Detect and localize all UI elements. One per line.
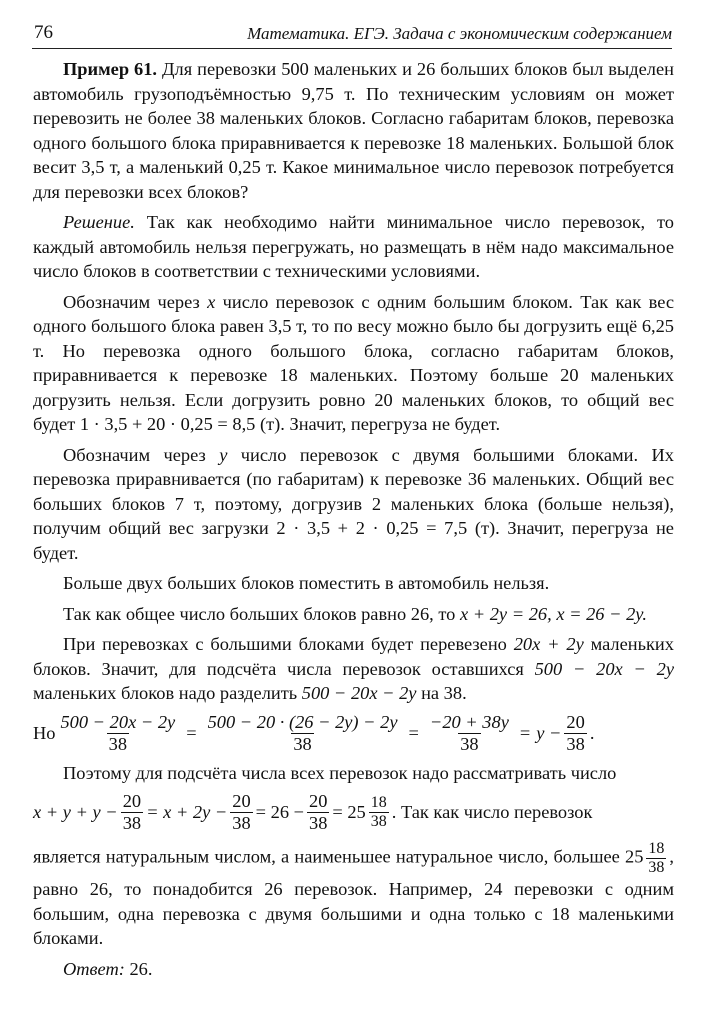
math-expr: 20x + 2y: [513, 634, 584, 654]
text: является натуральным числом, а наименьшее натуральное число, большее: [33, 846, 620, 867]
denominator: 38: [108, 733, 128, 754]
text: .: [589, 722, 595, 743]
running-header: [32, 22, 672, 49]
paragraph-small: [33, 632, 674, 706]
example-paragraph: [33, 57, 674, 204]
math-expr: 500 − 20x − 2y: [534, 658, 674, 679]
math-expr: 2 · 3,5 + 2 · 0,25 = 7,5: [276, 518, 468, 538]
numerator: 18: [648, 840, 665, 857]
text: число перевозок с двумя большими блоками. Их перевозка приравнивается (по габаритам) к перевозке 36 маленьких. Общий вес больших блоков 7 т, поэтому, догрузив 2 маленьких блока (больше нельзя), получим общий вес загрузки: [33, 444, 674, 538]
paragraph-more: Больше двух больших блоков поместить в автомобиль нельзя.: [63, 573, 550, 593]
denominator: 38: [566, 733, 585, 754]
text: Но: [33, 722, 56, 743]
mixed-number-whole: 25: [625, 846, 644, 867]
solution-label: Решение.: [63, 212, 135, 232]
equation-1: [33, 712, 674, 755]
math-expr: = 26 −: [255, 802, 304, 823]
denominator: 38: [370, 813, 387, 830]
fraction: [646, 840, 666, 877]
numerator: 20: [122, 791, 142, 811]
math-expr: x = 26 − 2y.: [556, 603, 648, 624]
math-expr: y −: [536, 722, 562, 743]
numerator: 500 − 20 · (26 − 2y) − 2y: [207, 711, 398, 732]
text: Обозначим через: [63, 291, 200, 312]
equals-sign: =: [519, 722, 531, 743]
fraction: [307, 791, 329, 834]
fraction: [230, 791, 252, 834]
math-expr: = x + 2y −: [146, 802, 228, 823]
answer-paragraph: [33, 957, 674, 982]
math-expr: x + 2y = 26,: [459, 603, 552, 624]
fraction: [206, 712, 400, 755]
denominator: 38: [232, 813, 251, 833]
text: Обозначим через: [63, 444, 206, 465]
math-expr: 1 · 3,5 + 20 · 0,25 = 8,5: [79, 414, 256, 434]
denominator: 38: [122, 813, 142, 833]
numerator: 18: [370, 794, 387, 811]
paragraph-total: [33, 602, 674, 627]
denominator: 38: [309, 813, 328, 833]
text: (т). Значит, перегруза не будет.: [33, 518, 674, 563]
text: на 38.: [421, 683, 467, 703]
text: , равно 26, то понадобится 26 перевозок. Например, 24 перевозки с одним большим, одна перевозка с двумя большими и одна только с 18 маленькими блоками.: [33, 846, 674, 948]
denominator: 38: [293, 733, 312, 754]
fraction: [58, 712, 177, 755]
math-expr: x + y + y −: [33, 802, 118, 823]
text: число перевозок с одним большим блоком. Так как вес одного большого блока равен 3,5 т, то по весу можно было бы догрузить ещё 6,25 т. Но перевозка одного большого блока, согласно габаритам блоков, приравнивается к перевозке 18 маленьких. Поэтому больше 20 маленьких догрузить нельзя. Если догрузить ровно 20 маленьких блоков, то общий вес будет: [33, 291, 674, 434]
page-number: 76: [34, 22, 53, 43]
equals-sign: =: [408, 722, 419, 743]
fraction: [428, 712, 511, 755]
math-expr: = 25: [332, 802, 366, 823]
numerator: 500 − 20x − 2y: [60, 711, 176, 732]
answer-value: 26.: [129, 958, 153, 979]
paragraph-x: [33, 290, 674, 437]
numerator: 20: [309, 791, 328, 811]
example-label: Пример 61.: [63, 59, 157, 79]
answer-label: Ответ:: [63, 958, 125, 979]
running-title: Математика. ЕГЭ. Задача с экономическим содержанием: [247, 24, 672, 43]
page-body: [33, 57, 674, 987]
text: При перевозках с большими блоками будет перевезено: [63, 634, 507, 654]
text: маленьких блоков надо разделить: [33, 683, 298, 703]
numerator: 20: [232, 791, 251, 811]
text: . Так как число перевозок: [391, 802, 593, 823]
equals-sign: =: [186, 722, 197, 743]
paragraph-natural: [33, 840, 674, 951]
paragraph-y: [33, 443, 674, 566]
fraction: [564, 712, 586, 755]
equation-2: [33, 791, 674, 834]
solution-paragraph: [33, 210, 674, 284]
numerator: −20 + 38y: [429, 711, 509, 732]
paragraph-count: Поэтому для подсчёта числа всех перевозок надо рассматривать число: [63, 762, 617, 783]
math-var: x: [207, 291, 216, 312]
text: маленьких блоков. Значит, для подсчёта числа перевозок оставшихся: [33, 634, 674, 679]
math-expr: 500 − 20x − 2y: [301, 683, 417, 703]
text: Так как общее число больших блоков равно 26, то: [63, 603, 456, 624]
denominator: 38: [648, 859, 665, 876]
denominator: 38: [460, 733, 479, 754]
fraction: [369, 794, 389, 831]
fraction: [121, 791, 143, 834]
math-var: y: [219, 444, 228, 465]
numerator: 20: [566, 711, 585, 732]
solution-text: Так как необходимо найти минимальное число перевозок, то каждый автомобиль нельзя перегружать, но размещать в нём надо максимальное число блоков в соответствии с техническими условиями.: [33, 212, 674, 281]
text: (т). Значит, перегруза не будет.: [260, 414, 501, 434]
example-text: Для перевозки 500 маленьких и 26 больших блоков был выделен автомобиль грузоподъёмностью 9,75 т. По техническим условиям он может перевозить не более 38 маленьких блоков. Согласно габаритам блоков, перевозка одного большого блока приравнивается к перевозке 18 маленьких. Большой блок весит 3,5 т, а маленький 0,25 т. Какое минимальное число перевозок потребуется для перевозки всех блоков?: [33, 59, 674, 202]
